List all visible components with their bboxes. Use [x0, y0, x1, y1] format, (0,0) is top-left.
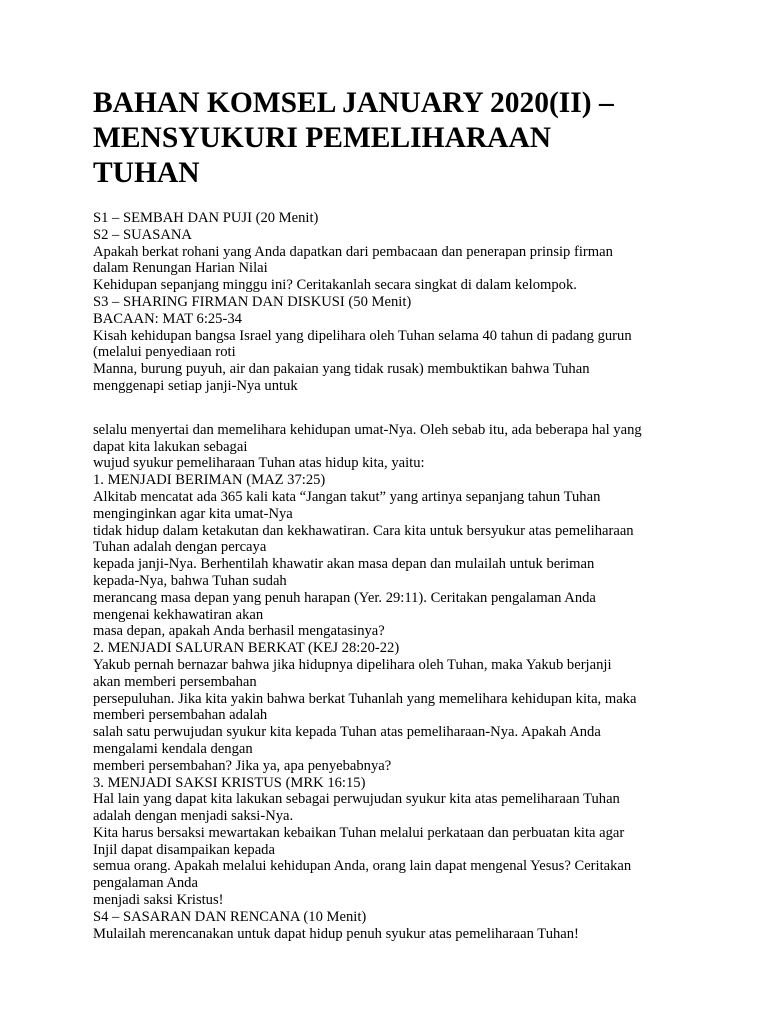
text-line: S2 – SUASANA: [93, 226, 192, 243]
text-line: menjadi saksi Kristus!: [93, 892, 224, 909]
text-line: tidak hidup dalam ketakutan dan kekhawatiran. Cara kita untuk bersyukur atas pemeliharaan: [93, 522, 634, 539]
text-line: mengenai kekhawatiran akan: [93, 606, 264, 623]
text-line: Apakah berkat rohani yang Anda dapatkan dari pembacaan dan penerapan prinsip firman: [93, 243, 613, 260]
text-line: salah satu perwujudan syukur kita kepada Tuhan atas pemeliharaan-Nya. Apakah Anda: [93, 724, 601, 741]
text-line: masa depan, apakah Anda berhasil mengatasinya?: [93, 623, 385, 640]
paragraph-gap: [93, 395, 703, 422]
text-line: pengalaman Anda: [93, 875, 198, 892]
body-block-2: [93, 422, 703, 943]
text-line: Tuhan adalah dengan percaya: [93, 539, 267, 556]
text-line: Hal lain yang dapat kita lakukan sebagai perwujudan syukur kita atas pemeliharaan Tuhan: [93, 791, 620, 808]
text-line: Kita harus bersaksi mewartakan kebaikan Tuhan melalui perkataan dan perbuatan kita agar: [93, 824, 625, 841]
text-line: adalah dengan menjadi saksi-Nya.: [93, 808, 294, 825]
text-line: S4 – SASARAN DAN RENCANA (10 Menit): [93, 908, 367, 925]
text-line: Injil dapat disampaikan kepada: [93, 841, 275, 858]
text-line: Kisah kehidupan bangsa Israel yang dipelihara oleh Tuhan selama 40 tahun di padang gurun: [93, 327, 632, 344]
text-line: persepuluhan. Jika kita yakin bahwa berkat Tuhanlah yang memelihara kehidupan kita, maka: [93, 690, 637, 707]
text-line: mengalami kendala dengan: [93, 740, 253, 757]
text-line: kepada-Nya, bahwa Tuhan sudah: [93, 572, 287, 589]
text-line: selalu menyertai dan memelihara kehidupan umat-Nya. Oleh sebab itu, ada beberapa hal yang: [93, 421, 642, 438]
document-title: [93, 86, 703, 191]
title-line: BAHAN KOMSEL JANUARY 2020(II) –: [93, 87, 614, 119]
text-line: 2. MENJADI SALURAN BERKAT (KEJ 28:20-22): [93, 640, 400, 657]
text-line: semua orang. Apakah melalui kehidupan Anda, orang lain dapat mengenal Yesus? Ceritakan: [93, 858, 632, 875]
body-block-1: [93, 210, 703, 395]
text-line: memberi persembahan? Jika ya, apa penyebabnya?: [93, 757, 392, 774]
text-line: kepada janji-Nya. Berhentilah khawatir akan masa depan dan mulailah untuk beriman: [93, 556, 595, 573]
text-line: S3 – SHARING FIRMAN DAN DISKUSI (50 Menit): [93, 293, 412, 310]
text-line: S1 – SEMBAH DAN PUJI (20 Menit): [93, 210, 319, 226]
text-line: dalam Renungan Harian Nilai: [93, 260, 268, 277]
text-line: Yakub pernah bernazar bahwa jika hidupnya dipelihara oleh Tuhan, maka Yakub berjanji: [93, 656, 612, 673]
text-line: merancang masa depan yang penuh harapan (Yer. 29:11). Ceritakan pengalaman Anda: [93, 589, 596, 606]
text-line: Mulailah merencanakan untuk dapat hidup penuh syukur atas pemeliharaan Tuhan!: [93, 925, 579, 942]
text-line: 1. MENJADI BERIMAN (MAZ 37:25): [93, 472, 326, 489]
text-line: Alkitab mencatat ada 365 kali kata “Jangan takut” yang artinya sepanjang tahun Tuhan: [93, 488, 601, 505]
title-line: TUHAN: [93, 157, 200, 189]
text-line: Kehidupan sepanjang minggu ini? Ceritakanlah secara singkat di dalam kelompok.: [93, 277, 577, 294]
document-page: [93, 86, 703, 942]
text-line: Manna, burung puyuh, air dan pakaian yang tidak rusak) membuktikan bahwa Tuhan: [93, 361, 590, 378]
document-body: [93, 210, 703, 942]
text-line: akan memberi persembahan: [93, 673, 257, 690]
text-line: menggenapi setiap janji-Nya untuk: [93, 377, 298, 394]
title-line: MENSYUKURI PEMELIHARAAN: [93, 122, 552, 154]
text-line: BACAAN: MAT 6:25-34: [93, 310, 242, 327]
text-line: memberi persembahan adalah: [93, 707, 268, 724]
text-line: wujud syukur pemeliharaan Tuhan atas hidup kita, yaitu:: [93, 455, 425, 472]
text-line: 3. MENJADI SAKSI KRISTUS (MRK 16:15): [93, 774, 366, 791]
text-line: (melalui penyediaan roti: [93, 344, 236, 361]
text-line: dapat kita lakukan sebagai: [93, 438, 248, 455]
text-line: menginginkan agar kita umat-Nya: [93, 505, 293, 522]
